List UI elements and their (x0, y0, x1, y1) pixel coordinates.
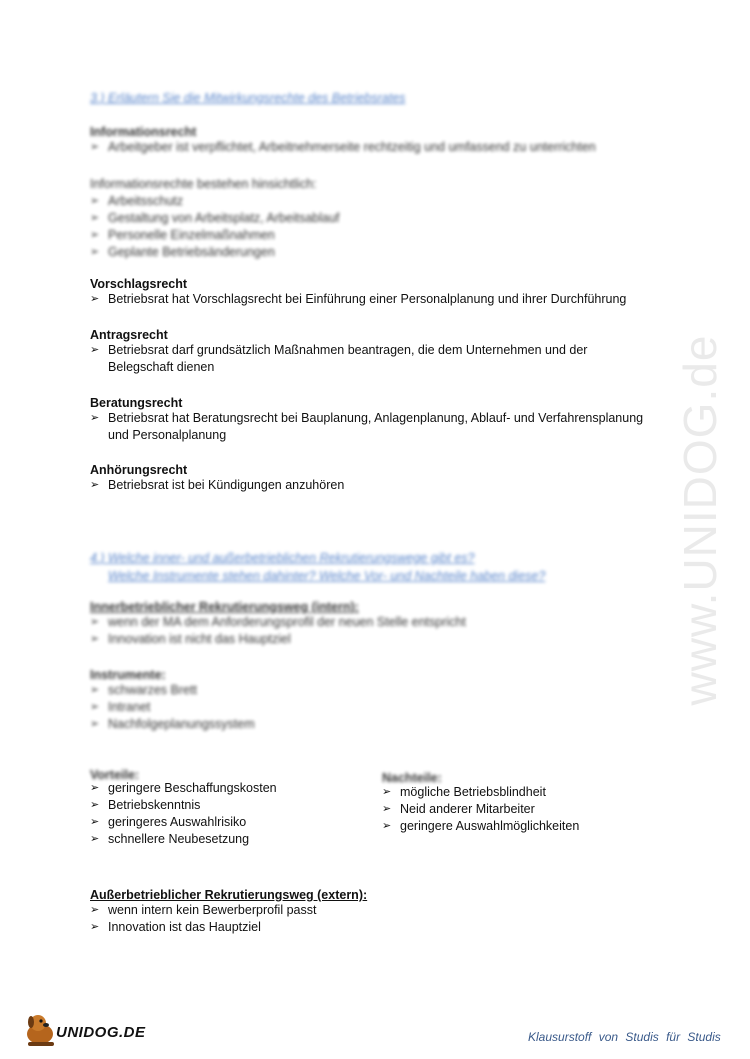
list-item: ➢ Arbeitsschutz (90, 193, 650, 210)
watermark: www.UNIDOG.de (674, 334, 726, 706)
section-nachteile (382, 771, 682, 835)
section-info-bereiche (90, 176, 650, 261)
question-3-title: 3.) Erläutern Sie die Mitwirkungsrechte des Betriebsrates (90, 91, 406, 105)
heading-antragsrecht: Antragsrecht (90, 328, 168, 342)
section-vorteile (90, 768, 370, 848)
footer-logo-text: UNIDOG.DE (56, 1024, 146, 1041)
heading-extern: Außerbetrieblicher Rekrutierungsweg (extern): (90, 888, 368, 902)
list-item: ➢ Betriebsrat hat Vorschlagsrecht bei Einführung einer Personalplanung und ihrer Durchführung (90, 291, 670, 308)
list-item: ➢ Arbeitgeber ist verpflichtet, Arbeitnehmerseite rechtzeitig und umfassend zu unterrichten (90, 139, 650, 156)
list-item: ➢ Betriebskenntnis (90, 797, 370, 814)
list-item: ➢ Neid anderer Mitarbeiter (382, 801, 682, 818)
heading-anhoerungsrecht: Anhörungsrecht (90, 463, 188, 477)
heading-vorteile: Vorteile: (90, 768, 140, 782)
section-beratungsrecht (90, 396, 665, 444)
heading-informationsrecht: Informationsrecht (90, 125, 197, 139)
heading-intern: Innerbetrieblicher Rekrutierungsweg (intern): (90, 600, 359, 614)
section-instrumente (90, 668, 490, 733)
footer-tagline: Klausurstoff von Studis für Studis (528, 1030, 721, 1044)
info-bereiche-intro: Informationsrechte bestehen hinsichtlich: (90, 177, 317, 191)
list-item: ➢ wenn intern kein Bewerberprofil passt (90, 902, 510, 919)
heading-beratungsrecht: Beratungsrecht (90, 396, 183, 410)
list-item: ➢ Innovation ist das Hauptziel (90, 919, 510, 936)
section-extern (90, 888, 510, 936)
question-4-title-line2: Welche Instrumente stehen dahinter? Welche Vor- und Nachteile haben diese? (108, 569, 546, 583)
list-item: ➢ geringere Beschaffungskosten (90, 780, 370, 797)
section-intern (90, 600, 650, 648)
footer-logo (22, 1012, 182, 1048)
list-item: ➢ wenn der MA dem Anforderungsprofil der neuen Stelle entspricht (90, 614, 650, 631)
list-item: ➢ geringere Auswahlmöglichkeiten (382, 818, 682, 835)
list-item: ➢ mögliche Betriebsblindheit (382, 784, 682, 801)
list-item: ➢ Innovation ist nicht das Hauptziel (90, 631, 650, 648)
question-4-title-line1: 4.) Welche inner- und außerbetrieblichen Rekrutierungswege gibt es? (90, 551, 475, 565)
list-item: ➢ Gestaltung von Arbeitsplatz, Arbeitsablauf (90, 210, 650, 227)
question-4-title (90, 549, 545, 585)
list-item: ➢ Betriebsrat darf grundsätzlich Maßnahmen beantragen, die dem Unternehmen und der Belegschaft dienen (90, 342, 610, 376)
list-item: ➢ Betriebsrat hat Beratungsrecht bei Bauplanung, Anlagenplanung, Ablauf- und Verfahrensplanung und Personalplanung (90, 410, 665, 444)
list-item: ➢ schnellere Neubesetzung (90, 831, 370, 848)
list-item: ➢ Personelle Einzelmaßnahmen (90, 227, 650, 244)
section-informationsrecht (90, 125, 650, 156)
section-vorschlagsrecht (90, 277, 670, 308)
heading-instrumente: Instrumente: (90, 668, 166, 682)
heading-vorschlagsrecht: Vorschlagsrecht (90, 277, 188, 291)
list-item: ➢ Geplante Betriebsänderungen (90, 244, 650, 261)
list-item: ➢ Intranet (90, 699, 490, 716)
section-antragsrecht (90, 328, 610, 376)
section-anhoerungsrecht (90, 463, 650, 494)
list-item: ➢ Betriebsrat ist bei Kündigungen anzuhören (90, 477, 650, 494)
list-item: ➢ geringeres Auswahlrisiko (90, 814, 370, 831)
list-item: ➢ Nachfolgeplanungssystem (90, 716, 490, 733)
list-item: ➢ schwarzes Brett (90, 682, 490, 699)
heading-nachteile: Nachteile: (382, 771, 442, 785)
